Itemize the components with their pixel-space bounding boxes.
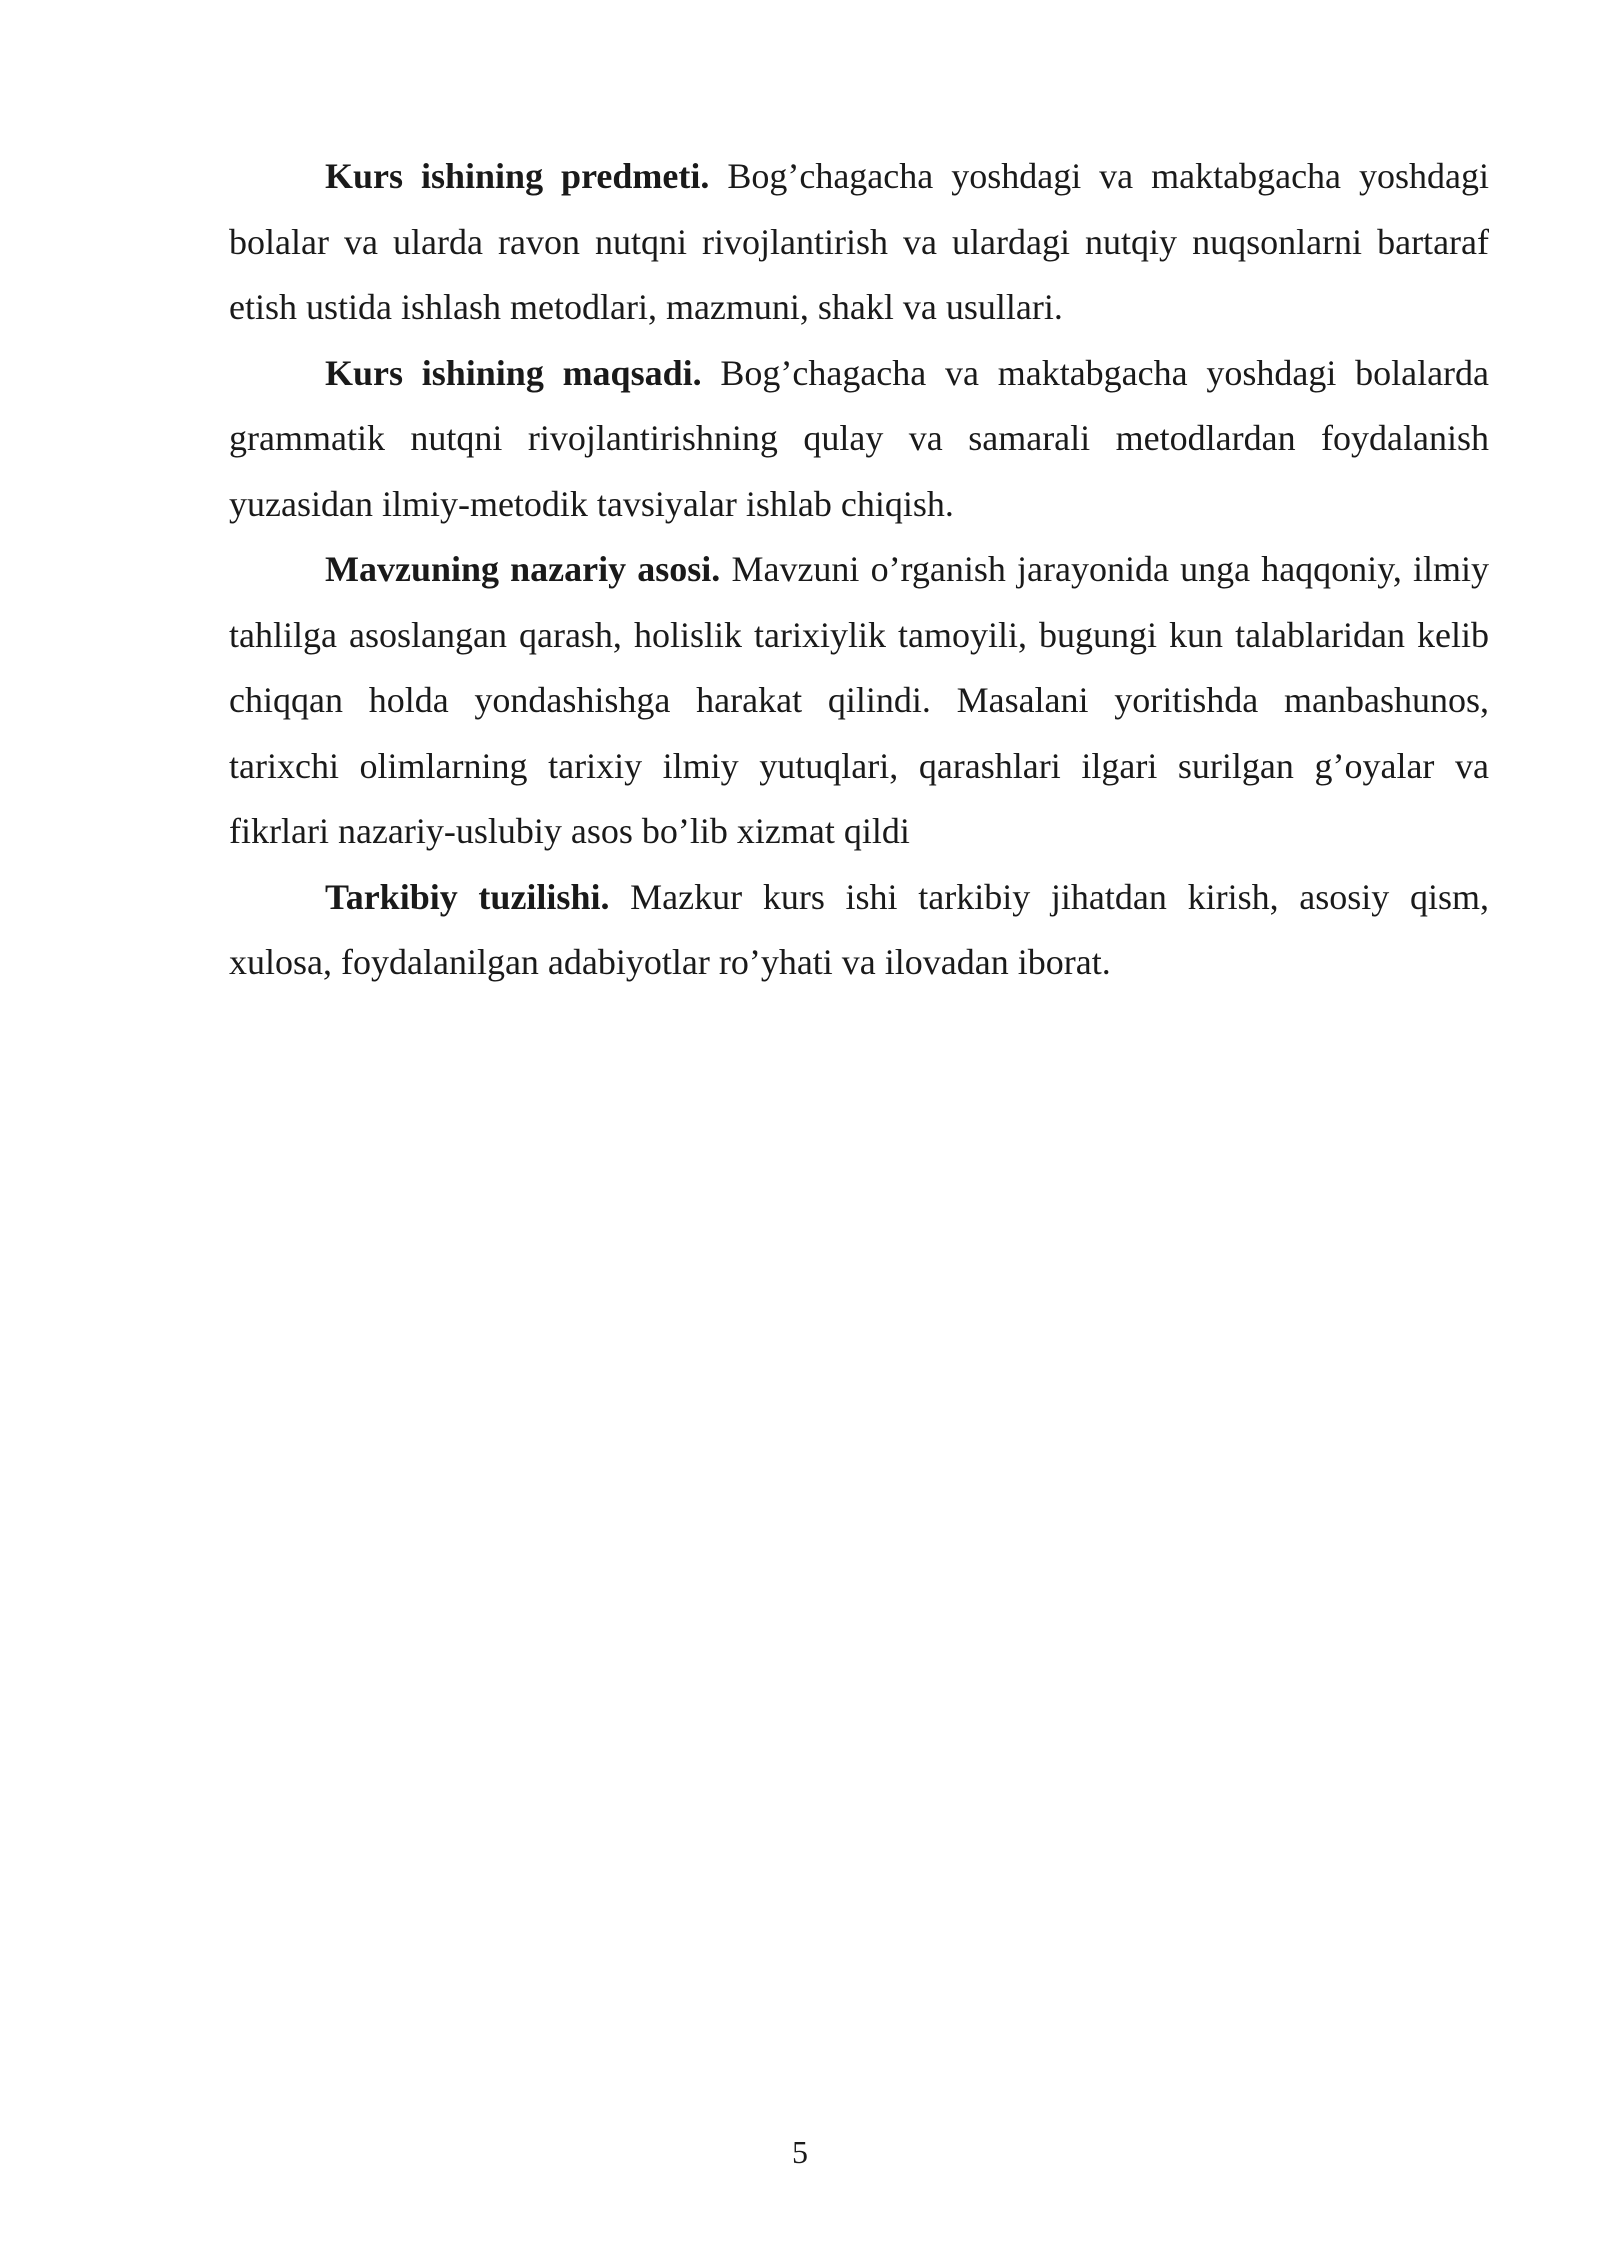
paragraph-heading: Kurs ishining predmeti. (325, 156, 710, 196)
paragraph-text: Bog’chagacha yoshdagi va maktabgacha yoshdagi bolalar va ularda ravon nutqni rivojlantirish va ulardagi nutqiy nuqsonlarni bartaraf etish ustida ishlash metodlari, mazmuni, shakl va usullari. (229, 156, 1490, 327)
page-content (229, 144, 1489, 996)
paragraph-text: Mavzuni o’rganish jarayonida unga haqqoniy, ilmiy tahlilga asoslangan qarash, holislik tarixiylik tamoyili, bugungi kun talablaridan kelib chiqqan holda yondashishga harakat qilindi. Masalani yoritishda manbashunos, tarixchi olimlarning tarixiy ilmiy yutuqlari, qarashlari ilgari surilgan g’oyalar va fikrlari nazariy-uslubiy asos bo’lib xizmat qildi (229, 549, 1489, 851)
paragraph-tarkibiy-tuzilishi (229, 865, 1489, 996)
paragraph-heading: Kurs ishining maqsadi. (325, 352, 702, 393)
paragraph-heading: Mavzuning nazariy asosi. (325, 549, 721, 589)
paragraph-kurs-predmeti (229, 144, 1489, 341)
page-number: 5 (792, 2134, 808, 2170)
paragraph-text: Bog’chagacha va maktabgacha yoshdagi bolalarda grammatik nutqni rivojlantirishning qulay va samarali metodlardan foydalanish yuzasidan ilmiy-metodik tavsiyalar ishlab chiqish. (229, 352, 1490, 524)
paragraph-heading: Tarkibiy tuzilishi. (325, 876, 610, 917)
paragraph-kurs-maqsadi (229, 341, 1489, 538)
paragraph-text: Mazkur kurs ishi tarkibiy jihatdan kirish, asosiy qism, xulosa, foydalanilgan adabiyotlar ro’yhati va ilovadan iborat. (229, 876, 1489, 982)
paragraph-nazariy-asosi (229, 537, 1489, 865)
